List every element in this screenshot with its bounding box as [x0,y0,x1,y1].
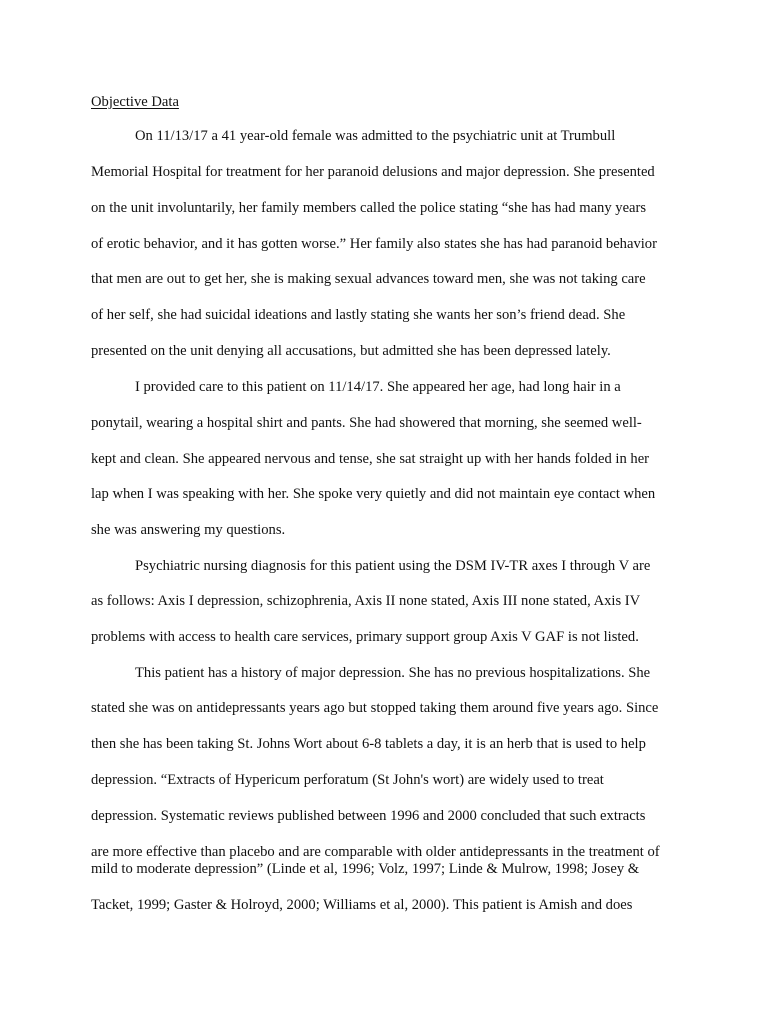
paragraph-line: she was answering my questions. [91,522,286,538]
paragraph-line: lap when I was speaking with her. She spoke very quietly and did not maintain eye contact when [91,486,656,502]
paragraph-line: depression. “Extracts of Hypericum perforatum (St John's wort) are widely used to treat [91,772,604,788]
paragraph-line: mild to moderate depression” (Linde et al, 1996; Volz, 1997; Linde & Mulrow, 1998; Josey & [91,861,640,877]
paragraph-line: presented on the unit denying all accusations, but admitted she has been depressed lately. [91,343,611,359]
paragraph-line: of her self, she had suicidal ideations and lastly stating she wants her son’s friend dead. She [91,307,626,323]
paragraph-line: On 11/13/17 a 41 year-old female was admitted to the psychiatric unit at Trumbull [135,128,616,144]
section-heading: Objective Data [91,94,179,110]
paragraph-line: of erotic behavior, and it has gotten worse.” Her family also states she has had paranoid behavior [91,236,657,252]
paragraph-line: kept and clean. She appeared nervous and tense, she sat straight up with her hands folded in her [91,451,650,467]
paragraph-line: depression. Systematic reviews published between 1996 and 2000 concluded that such extracts [91,808,646,824]
paragraph-line: stated she was on antidepressants years ago but stopped taking them around five years ago. Since [91,700,659,716]
paragraph-line: Tacket, 1999; Gaster & Holroyd, 2000; Williams et al, 2000). This patient is Amish and does [91,897,633,913]
paragraph-line: I provided care to this patient on 11/14/17. She appeared her age, had long hair in a [135,379,621,395]
paragraph-line: Psychiatric nursing diagnosis for this patient using the DSM IV-TR axes I through V are [135,558,651,574]
paragraph-line: are more effective than placebo and are comparable with older antidepressants in the treatment of [91,844,660,860]
paragraph-line: problems with access to health care services, primary support group Axis V GAF is not listed. [91,629,639,645]
paragraph-line: Memorial Hospital for treatment for her paranoid delusions and major depression. She presented [91,164,655,180]
paragraph-line: that men are out to get her, she is making sexual advances toward men, she was not taking care [91,271,646,287]
paragraph-line: ponytail, wearing a hospital shirt and pants. She had showered that morning, she seemed well- [91,415,642,431]
paragraph-line: This patient has a history of major depression. She has no previous hospitalizations. She [135,665,651,681]
paragraph-line: then she has been taking St. Johns Wort about 6-8 tablets a day, it is an herb that is used to help [91,736,646,752]
paragraph-line: on the unit involuntarily, her family members called the police stating “she has had many years [91,200,647,216]
paragraph-line: as follows: Axis I depression, schizophrenia, Axis II none stated, Axis III none stated, Axis IV [91,593,641,609]
